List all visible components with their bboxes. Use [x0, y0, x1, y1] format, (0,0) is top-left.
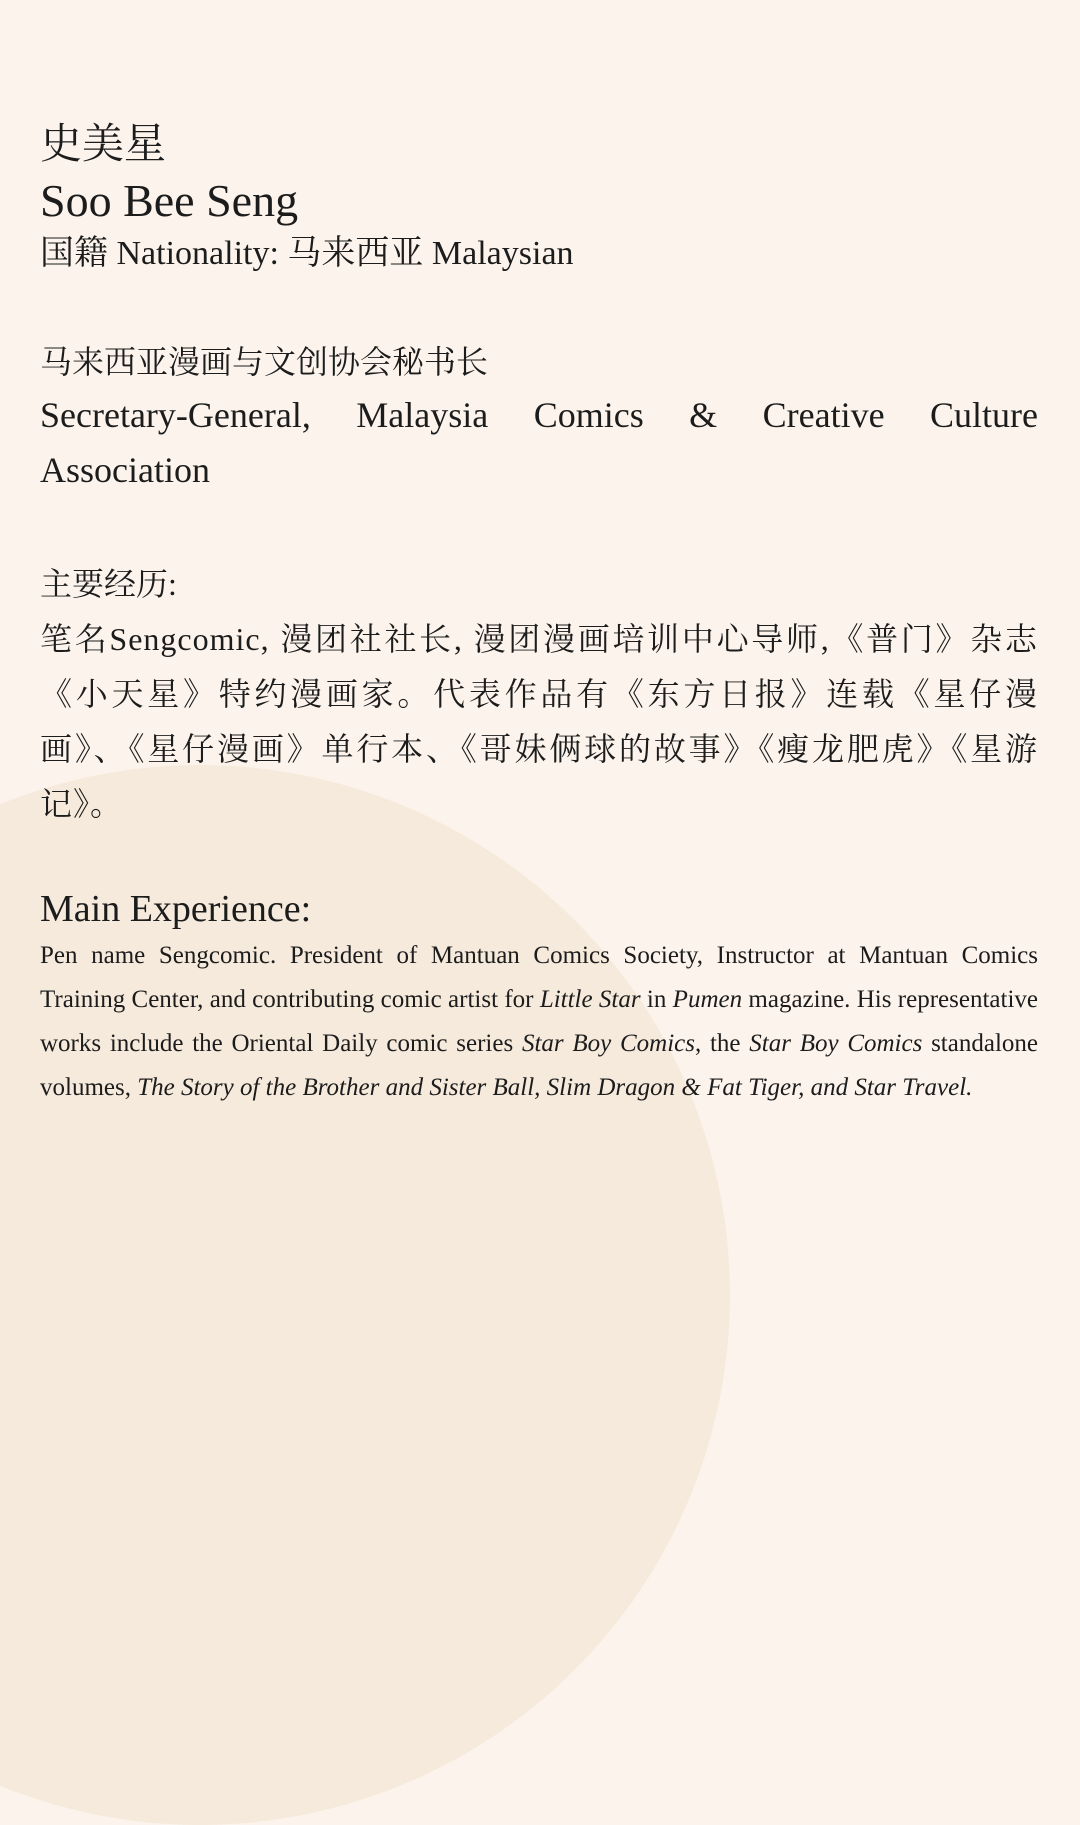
experience-body-english: [40, 934, 1038, 1110]
position-title-english: Secretary-General, Malaysia Comics & Creative Culture Association: [40, 395, 1038, 490]
nationality-line: 国籍 Nationality: 马来西亚 Malaysian: [40, 235, 574, 272]
position-title-chinese: 马来西亚漫画与文创协会秘书长: [40, 344, 489, 380]
experience-body-chinese: 笔名Sengcomic, 漫团社社长, 漫团漫画培训中心导师,《普门》杂志《小天星》特约漫画家。代表作品有《东方日报》连载《星仔漫画》、《星仔漫画》单行本、《哥妹俩球的故事》《瘦龙肥虎》《星游记》。: [40, 621, 1038, 822]
work-titles-list: The Story of the Brother and Sister Ball, Slim Dragon & Fat Tiger, and Star Travel.: [137, 1074, 973, 1101]
experience-text-segment: Pen name Sengcomic. President of Mantuan Comics Society, Instructor at Mantuan Comics Training Center, and contributing comic artist for: [40, 942, 1038, 1013]
experience-text-segment: standalone volumes,: [40, 1030, 1038, 1101]
name-chinese: 史美星: [40, 122, 167, 168]
work-title-pumen: Pumen: [672, 986, 743, 1013]
profile-card: [40, 118, 1038, 1110]
work-title-star-boy-comics: Star Boy Comics: [521, 1030, 695, 1057]
experience-heading-english: Main Experience:: [40, 888, 312, 930]
experience-text-segment: magazine. His representative works include the Oriental Daily comic series: [40, 986, 1038, 1057]
experience-text-segment: in: [640, 986, 673, 1013]
work-title-little-star: Little Star: [539, 986, 641, 1013]
work-title-star-boy-comics-volumes: Star Boy Comics: [749, 1030, 923, 1057]
name-english: Soo Bee Seng: [40, 175, 299, 226]
experience-text-segment: , the: [694, 1030, 750, 1057]
experience-heading-chinese: 主要经历:: [40, 566, 177, 602]
